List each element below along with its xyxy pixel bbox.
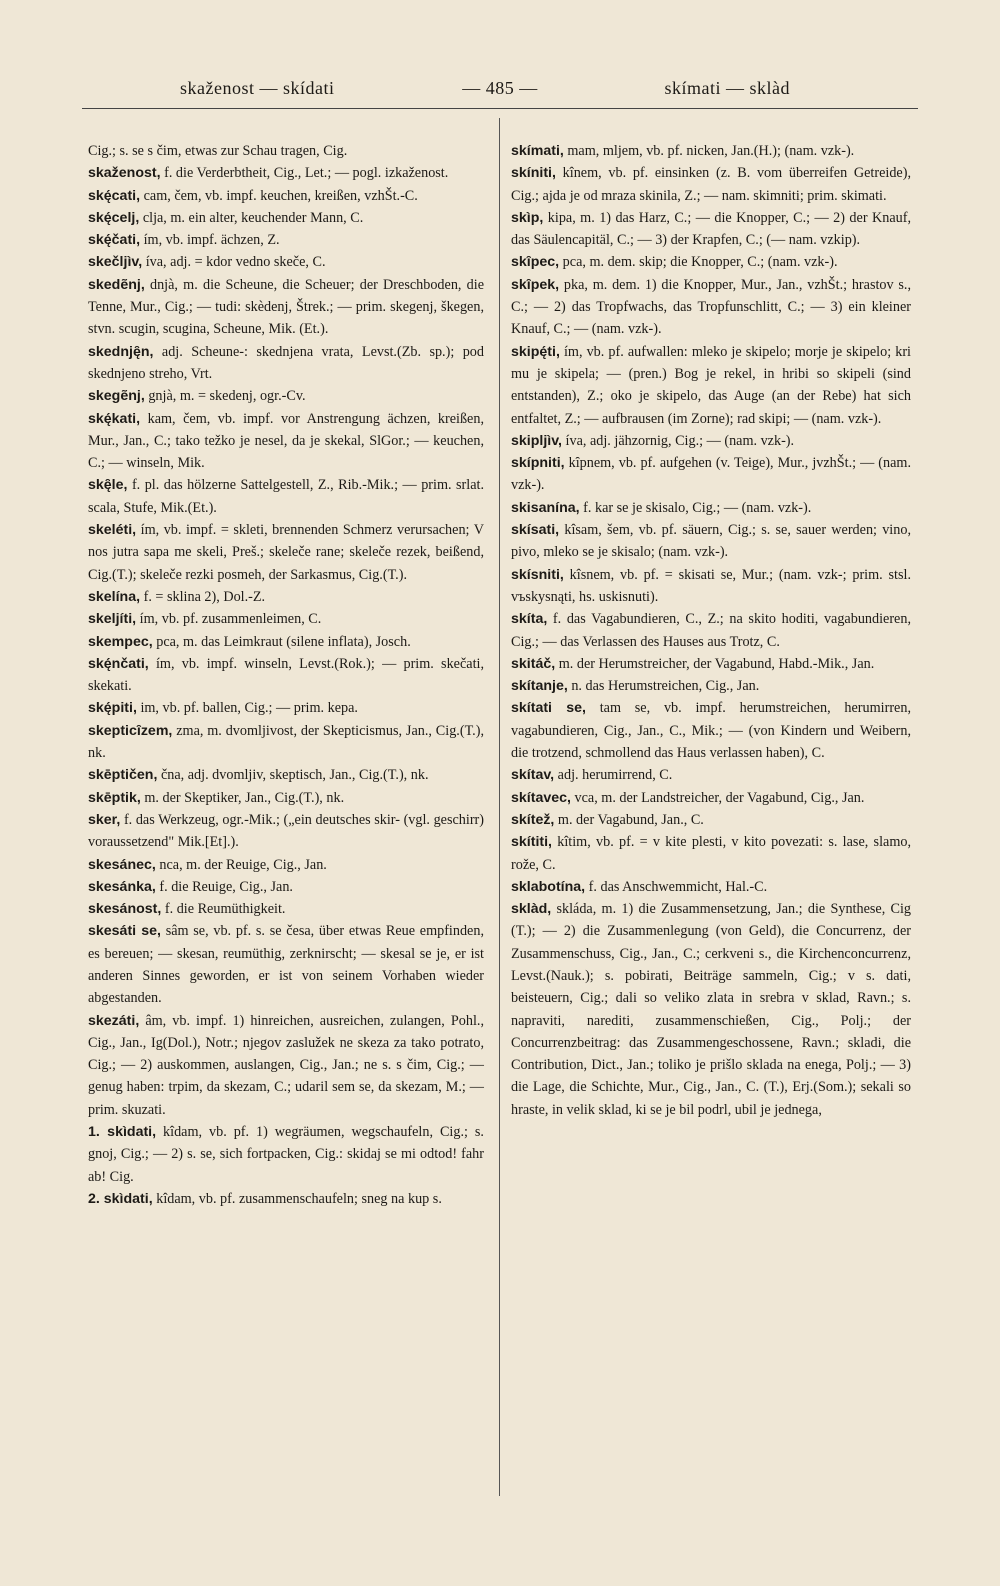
dictionary-entry: [511, 787, 911, 809]
entry-headword: skítiti,: [511, 834, 552, 851]
dictionary-entry: [88, 229, 484, 251]
entry-headword: skíniti,: [511, 165, 556, 182]
entry-definition: kîdam, vb. pf. 1) wegräumen, wegschaufeln, Cig.; s. gnoj, Cig.; — 2) s. se, sich fortpacken, Cig.: skidaj se mi odtod! fahr ab! Cig.: [88, 1124, 484, 1185]
dictionary-entry: [88, 697, 484, 719]
dictionary-entry: [88, 898, 484, 920]
entry-definition: kipa, m. 1) das Harz, C.; — die Knopper, C.; — 2) der Knauf, das Säulencapitäl, C.; — 3) der Krapfen, C.; (— nam. vzkip).: [511, 209, 911, 249]
entry-definition: f. kar se je skisalo, Cig.; — (nam. vzk-).: [579, 499, 812, 516]
entry-definition: sâm se, vb. pf. s. se česa, über etwas Reue empfinden, es bereuen; — skesan, reumüthig, zerknirscht; — skesal se je, er ist anderen Sinnes geworden, er ist von seinem Vorhaben wieder abgestanden.: [88, 923, 484, 1007]
entry-definition: im, vb. pf. ballen, Cig.; — prim. kepa.: [136, 700, 358, 717]
entry-headword: skegẽnj,: [88, 388, 145, 405]
dictionary-entry: [511, 430, 911, 452]
dictionary-entry: [88, 519, 484, 586]
entry-definition: âm, vb. impf. 1) hinreichen, ausreichen, zulangen, Pohl., Cig., Jan., Ig(Dol.), Notr.; njegov zaslužek ne skeza za tako potrato, Cig.; — 2) auskommen, auslangen, Cig., Jan.; ne s. s čim, Cig.; — genug haben: trpim, da skezam, C.; udaril sem se, da skezam, M.; — prim. skuzati.: [88, 1012, 484, 1118]
dictionary-entry: [88, 653, 484, 698]
page-number: — 485 —: [462, 78, 538, 98]
dictionary-entry: [88, 720, 484, 765]
entry-headword: skečljìv,: [88, 254, 143, 271]
dictionary-entry: [511, 764, 911, 786]
entry-definition: ím, vb. impf. winseln, Levst.(Rok.); — prim. skečati, skekati.: [88, 655, 484, 695]
entry-definition: f. = sklina 2), Dol.-Z.: [140, 588, 266, 605]
entry-definition: nca, m. der Reuige, Cig., Jan.: [155, 856, 327, 873]
entry-definition: kam, čem, vb. impf. vor Anstrengung ächzen, kreißen, Mur., Jan., C.; tako težko je nesel, da je skekal, SlGor.; — keuchen, C.; — winseln, Mik.: [88, 410, 484, 472]
entry-headword: skeléti,: [88, 522, 137, 539]
entry-definition: tam se, vb. impf. herumstreichen, herumirren, vagabundieren, Cig., Jan., C., Mik.; — (von Kindern und Weibern, die trotzend, schmollend das Haus verlassen haben), C.: [511, 700, 911, 762]
entry-headword: skítež,: [511, 811, 555, 828]
entry-definition: dnjà, m. die Scheune, die Scheuer; der Dreschboden, die Tenne, Mur., Cig.; — tudi: skèdenj, Štrek.; — prim. skegenj, škegen, stvn. scugin, scugina, Scheune, Mik. (Et.).: [88, 276, 484, 338]
entry-headword: skesáti se,: [88, 923, 161, 940]
dictionary-entry: [511, 898, 911, 1121]
entry-headword: skísniti,: [511, 566, 564, 583]
header-right-range: skímati — sklàd: [664, 78, 790, 98]
entry-definition: kînem, vb. pf. einsinken (z. B. vom überreifen Getreide), Cig.; ajda je od mraza skinila, Z.; — nam. skimniti; prim. skimati.: [511, 165, 911, 204]
dictionary-entry: [88, 1121, 484, 1188]
entry-headword: skę́nčati,: [88, 655, 149, 672]
dictionary-entry: [88, 1010, 484, 1121]
entry-definition: clja, m. ein alter, keuchender Mann, C.: [139, 209, 364, 226]
entry-headword: skítati se,: [511, 700, 586, 717]
entry-headword: skę́kati,: [88, 410, 141, 427]
entry-definition: skláda, m. 1) die Zusammensetzung, Jan.; die Synthese, Cig (T.); — 2) die Zusammenlegung (von Geld), die Concurrenz, der Zusammenschuss, Cig., Jan., C.; cerkveni s., die Kirchenconcurrenz, Levst.(Nauk.); s. pobirati, Beiträge sammeln, Cig.; v s. dati, beisteuern, Cig.; dali so veliko zlata in srebra v sklad, Ravn.; s. napraviti, narediti, zusammenschießen, Cig., Polj.; der Concurrenzbeitrag: das Zusammengeschossene, Ravn.; skladi, die Contribution, Dict., Jan.; toliko je prišlo sklada na enega, Polj.; — 3) die Lage, die Schichte, Mur., Cig., Jan., C. (T.), Erj.(Som.); sekali so hraste, in velik sklad, ki se je bil podrl, ubil je jednega,: [511, 901, 911, 1118]
dictionary-entry: [88, 207, 484, 229]
entry-definition: ím, vb. impf. = skleti, brennenden Schmerz verursachen; V nos jutra sapa me skeli, Preš.; skeleče rane; skeleče rezek, beißend, Cig.(T.); skeleče rezki posmeh, der Sarkasmus, Cig.(T.).: [88, 522, 484, 583]
dictionary-entry: [511, 653, 911, 675]
entry-headword: skȋpec,: [511, 254, 560, 271]
entry-headword: skesánost,: [88, 901, 162, 918]
dictionary-entry: [88, 385, 484, 407]
entry-definition: adj. herumirrend, C.: [554, 767, 673, 784]
entry-headword: skę́cati,: [88, 187, 141, 204]
dictionary-entry: [88, 764, 484, 786]
entry-definition: íva, adj. jähzornig, Cig.; — (nam. vzk-).: [562, 432, 795, 449]
entry-definition: čna, adj. dvomljiv, skeptisch, Jan., Cig.(T.), nk.: [157, 767, 429, 784]
dictionary-entry: [88, 608, 484, 630]
entry-definition: pca, m. das Leimkraut (silene inflata), Josch.: [152, 633, 411, 650]
entry-headword: skitáč,: [511, 655, 556, 672]
entry-headword: skę̑le,: [88, 477, 128, 494]
entry-headword: skipljìv,: [511, 432, 562, 449]
entry-definition: ím, vb. pf. aufwallen: mleko je skipelo; morje je skipelo; kri mu je skipela; — (pren.) Bog je rekel, in hribi so skipeli (sind entstanden), Z.; oko je skipelo, das Auge (an der Rebe) hat sich entfaltet, Z.; — aufbrausen (im Zorne); rad skipi; — (nam. vzk-).: [511, 343, 911, 427]
entry-definition: vca, m. der Landstreicher, der Vagabund, Cig., Jan.: [570, 789, 865, 806]
entry-headword: skisanína,: [511, 499, 580, 516]
entry-definition: kîsam, šem, vb. pf. säuern, Cig.; s. se, sauer werden; vino, pivo, mleko se je skisalo; (nam. vzk-).: [511, 522, 911, 561]
entry-headword: 1. skìdati,: [88, 1124, 157, 1141]
entry-headword: skedẽnj,: [88, 276, 145, 293]
entry-definition: gnjà, m. = skedenj, ogr.-Cv.: [144, 388, 306, 405]
dictionary-entry: [88, 787, 484, 809]
entry-definition: mam, mljem, vb. pf. nicken, Jan.(H.); (nam. vzk-).: [563, 143, 855, 159]
dictionary-entry: [511, 831, 911, 876]
entry-headword: skeljíti,: [88, 611, 137, 628]
entry-headword: skelína,: [88, 588, 141, 605]
entry-definition: f. das Anschwemmicht, Hal.-C.: [585, 878, 768, 895]
dictionary-entry: [511, 274, 911, 341]
entry-headword: skesánka,: [88, 878, 156, 895]
entry-definition: m. der Vagabund, Jan., C.: [554, 811, 704, 828]
entry-headword: skesánec,: [88, 856, 156, 873]
entry-definition: f. die Reuige, Cig., Jan.: [155, 878, 293, 895]
entry-definition: adj. Scheune-: skednjena vrata, Levst.(Zb. sp.); pod skednjeno streho, Vrt.: [88, 343, 484, 382]
dictionary-entry: [511, 452, 911, 497]
dictionary-entry: [88, 631, 484, 653]
entry-headword: skezáti,: [88, 1012, 140, 1029]
entry-headword: skìp,: [511, 209, 544, 226]
dictionary-entry: [511, 497, 911, 519]
dictionary-entry: [88, 185, 484, 207]
header-left-range: skaženost — skídati: [180, 78, 335, 98]
entry-definition: f. die Verderbtheit, Cig., Let.; — pogl. izkaženost.: [160, 165, 449, 182]
entry-headword: skednję̑n,: [88, 343, 154, 360]
entry-headword: 2. skìdati,: [88, 1190, 153, 1207]
entry-definition: m. der Skeptiker, Jan., Cig.(T.), nk.: [140, 789, 345, 806]
entry-headword: skepticȋzem,: [88, 722, 173, 739]
column-divider: [499, 118, 500, 1496]
dictionary-entry: [511, 809, 911, 831]
right-column: [511, 140, 911, 1121]
entry-definition: pka, m. dem. 1) die Knopper, Mur., Jan., vzhŠt.; hrastov s., C.; — 2) das Tropfwachs, das Tropfunschlitt, C.; — 3) ein kleiner Knauf, C.; — (nam. vzk-).: [511, 276, 911, 338]
dictionary-entry: [88, 341, 484, 386]
entry-headword: skíta,: [511, 611, 548, 628]
header-rule: [82, 108, 918, 109]
dictionary-entry: [511, 251, 911, 273]
entry-definition: m. der Herumstreicher, der Vagabund, Habd.-Mik., Jan.: [555, 655, 875, 672]
entry-definition: cam, čem, vb. impf. keuchen, kreißen, vzhŠt.-C.: [140, 187, 418, 204]
entry-headword: skēptik,: [88, 789, 141, 806]
entry-definition: n. das Herumstreichen, Cig., Jan.: [567, 678, 760, 695]
entry-definition: Cig.; s. se s čim, etwas zur Schau tragen, Cig.: [88, 143, 348, 159]
dictionary-entry: [88, 809, 484, 854]
dictionary-entry: [88, 920, 484, 1009]
entry-definition: íva, adj. = kdor vedno skeče, C.: [142, 254, 326, 271]
entry-headword: skítanje,: [511, 678, 568, 695]
entry-definition: kîsnem, vb. pf. = skisati se, Mur.; (nam. vzk-; prim. stsl. vъskysnąti, hs. uskisnuti).: [511, 566, 911, 605]
entry-headword: skipę́ti,: [511, 343, 560, 360]
dictionary-entry: [88, 140, 484, 162]
dictionary-entry: [511, 162, 911, 207]
entry-definition: kîtim, vb. pf. = v kite plesti, v kito povezati: s. lase, slamo, rože, C.: [511, 834, 911, 873]
entry-definition: f. pl. das hölzerne Sattelgestell, Z., Rib.-Mik.; — prim. srlat. scala, Stufe, Mik.(Et.).: [88, 477, 484, 516]
entry-definition: ím, vb. impf. ächzen, Z.: [140, 232, 280, 249]
entry-headword: sklàd,: [511, 901, 552, 918]
dictionary-entry: [88, 854, 484, 876]
dictionary-entry: [511, 697, 911, 764]
dictionary-entry: [88, 162, 484, 184]
entry-headword: sker,: [88, 811, 121, 828]
entry-headword: skísati,: [511, 522, 560, 539]
entry-headword: sklabotína,: [511, 878, 586, 895]
entry-headword: skēptičen,: [88, 767, 158, 784]
left-column: [88, 140, 484, 1210]
dictionary-entry: [88, 1188, 484, 1210]
dictionary-entry: [88, 586, 484, 608]
entry-definition: pca, m. dem. skip; die Knopper, C.; (nam. vzk-).: [559, 254, 838, 271]
entry-headword: skítavec,: [511, 789, 571, 806]
entry-headword: skę́celj,: [88, 209, 140, 226]
page-header: [90, 78, 910, 106]
entry-headword: skę́piti,: [88, 700, 137, 717]
entry-definition: f. die Reumüthigkeit.: [161, 901, 286, 918]
dictionary-entry: [511, 608, 911, 653]
dictionary-entry: [88, 474, 484, 519]
dictionary-entry: [511, 876, 911, 898]
dictionary-entry: [88, 876, 484, 898]
dictionary-entry: [511, 675, 911, 697]
entry-headword: skímati,: [511, 143, 564, 159]
entry-headword: skípniti,: [511, 455, 565, 472]
dictionary-entry: [88, 408, 484, 475]
entry-headword: skítav,: [511, 767, 555, 784]
dictionary-entry: [511, 140, 911, 162]
entry-definition: f. das Vagabundieren, C., Z.; na skito hoditi, vagabundieren, Cig.; — das Verlassen des Hauses aus Trotz, C.: [511, 611, 911, 650]
dictionary-entry: [88, 251, 484, 273]
dictionary-entry: [88, 274, 484, 341]
entry-headword: skempec,: [88, 633, 153, 650]
entry-headword: skę́čati,: [88, 232, 141, 249]
entry-headword: skȋpek,: [511, 276, 560, 293]
entry-definition: zma, m. dvomljivost, der Skepticismus, Jan., Cig.(T.), nk.: [88, 722, 484, 762]
entry-definition: f. das Werkzeug, ogr.-Mik.; („ein deutsches skir- (vgl. geschirr) voraussetzend" Mik.[Et].).: [88, 811, 484, 851]
dictionary-entry: [511, 207, 911, 252]
entry-definition: kȋpnem, vb. pf. aufgehen (v. Teige), Mur., jvzhŠt.; — (nam. vzk-).: [511, 455, 911, 494]
dictionary-entry: [511, 519, 911, 564]
entry-definition: kîdam, vb. pf. zusammenschaufeln; sneg na kup s.: [152, 1190, 442, 1207]
dictionary-entry: [511, 341, 911, 430]
entry-definition: ím, vb. pf. zusammenleimen, C.: [136, 611, 322, 628]
dictionary-entry: [511, 564, 911, 609]
entry-headword: skaženost,: [88, 165, 161, 182]
